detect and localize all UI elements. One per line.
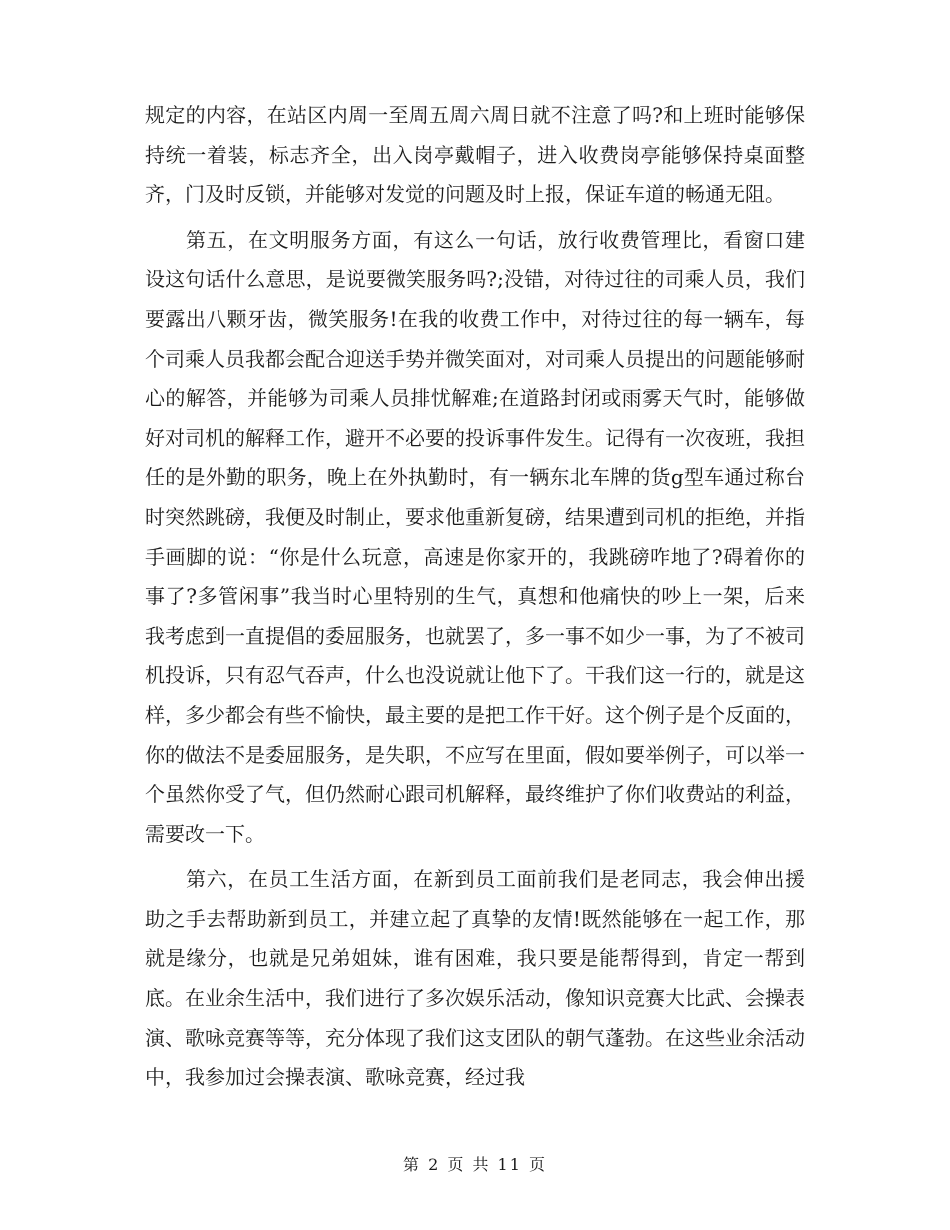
page-number-footer: 第 2 页 共 11 页: [403, 1155, 547, 1174]
paragraph-3: 第六，在员工生活方面，在新到员工面前我们是老同志，我会伸出援助之手去帮助新到员工，并建立起了真挚的友情!既然能够在一起工作，那就是缘分，也就是兄弟姐妹，谁有困难，我只要是能帮得到，肯定一帮到底。在业余生活中，我们进行了多次娱乐活动，像知识竞赛大比武、会操表演、歌咏竞赛等等，充分体现了我们这支团队的朝气蓬勃。在这些业余活动中，我参加过会操表演、歌咏竞赛，经过我: [145, 867, 805, 1090]
document-body: [145, 96, 805, 1098]
paragraph-1: 规定的内容，在站区内周一至周五周六周日就不注意了吗?和上班时能够保持统一着装，标志齐全，出入岗亭戴帽子，进入收费岗亭能够保持桌面整齐，门及时反锁，并能够对发觉的问题及时上报，保证车道的畅通无阻。: [145, 103, 805, 207]
paragraph-2: 第五，在文明服务方面，有这么一句话，放行收费管理比，看窗口建设这句话什么意思，是说要微笑服务吗?;没错，对待过往的司乘人员，我们要露出八颗牙齿，微笑服务!在我的收费工作中，对待过往的每一辆车，每个司乘人员我都会配合迎送手势并微笑面对，对司乘人员提出的问题能够耐心的解答，并能够为司乘人员排忧解难;在道路封闭或雨雾天气时，能够做好对司机的解释工作，避开不必要的投诉事件发生。记得有一次夜班，我担任的是外勤的职务，晚上在外执勤时，有一辆东北车牌的货g型车通过称台时突然跳磅，我便及时制止，要求他重新复磅，结果遭到司机的拒绝，并指手画脚的说：“你是什么玩意，高速是你家开的，我跳磅咋地了?碍着你的事了?多管闲事”我当时心里特别的生气，真想和他痛快的吵上一架，后来我考虑到一直提倡的委屈服务，也就罢了，多一事不如少一事，为了不被司机投诉，只有忍气吞声，什么也没说就让他下了。干我们这一行的，就是这样，多少都会有些不愉快，最主要的是把工作干好。这个例子是个反面的，你的做法不是委屈服务，是失职，不应写在里面，假如要举例子，可以举一个虽然你受了气，但仍然耐心跟司机解释，最终维护了你们收费站的利益，需要改一下。: [145, 227, 805, 846]
